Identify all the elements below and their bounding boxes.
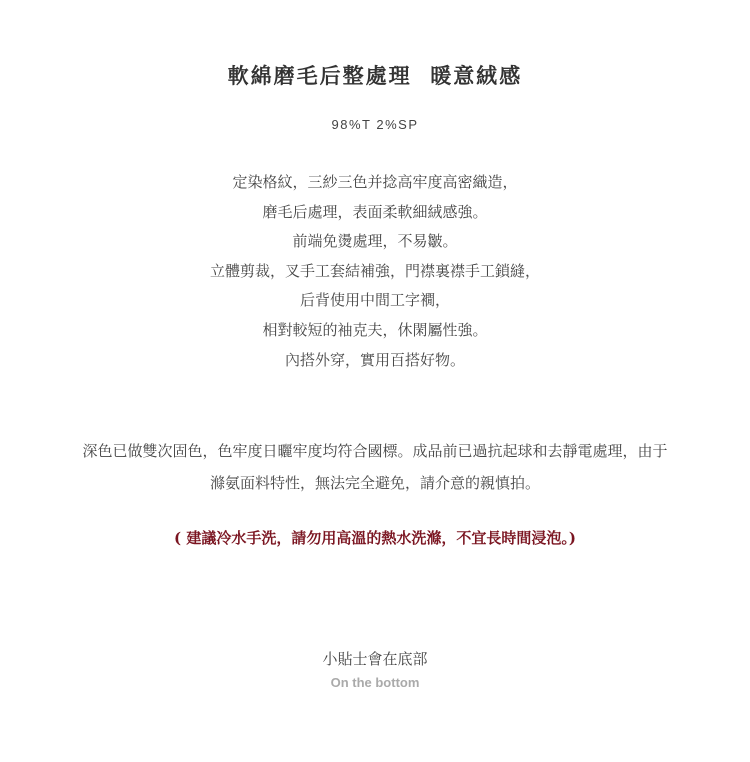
feature-line: 立體剪裁，叉手工套結補強，門襟裏襟手工鎖縫， <box>209 261 540 280</box>
feature-line: 前端免燙處理，不易皺。 <box>292 232 458 251</box>
tip-sublabel: On the bottom <box>330 675 420 690</box>
care-notice <box>55 435 695 499</box>
feature-line: 相對較短的袖克夫，休閑屬性強。 <box>262 320 488 339</box>
care-line: 深色已做雙次固色，色牢度日曬牢度均符合國標。成品前已過抗起球和去靜電處理，由于 <box>82 442 668 460</box>
feature-line: 內搭外穿，實用百搭好物。 <box>284 350 465 369</box>
fabric-composition: 98%T 2%SP <box>331 117 419 132</box>
feature-list <box>0 168 750 375</box>
feature-line: 定染格紋，三紗三色并捻高牢度高密織造， <box>232 173 518 191</box>
care-line: 滌氨面料特性，無法完全避免，請介意的親慎拍。 <box>209 474 540 492</box>
tip-label: 小貼士會在底部 <box>322 650 428 668</box>
page-title: 軟綿磨毛后整處理 暖意絨感 <box>227 63 523 88</box>
feature-line: 磨毛后處理，表面柔軟細絨感強。 <box>262 202 488 221</box>
feature-line: 后背使用中間工字襉， <box>299 291 450 310</box>
wash-warning: ( 建議冷水手洗，請勿用高溫的熱水洗滌，不宜長時間浸泡。) <box>174 529 576 547</box>
